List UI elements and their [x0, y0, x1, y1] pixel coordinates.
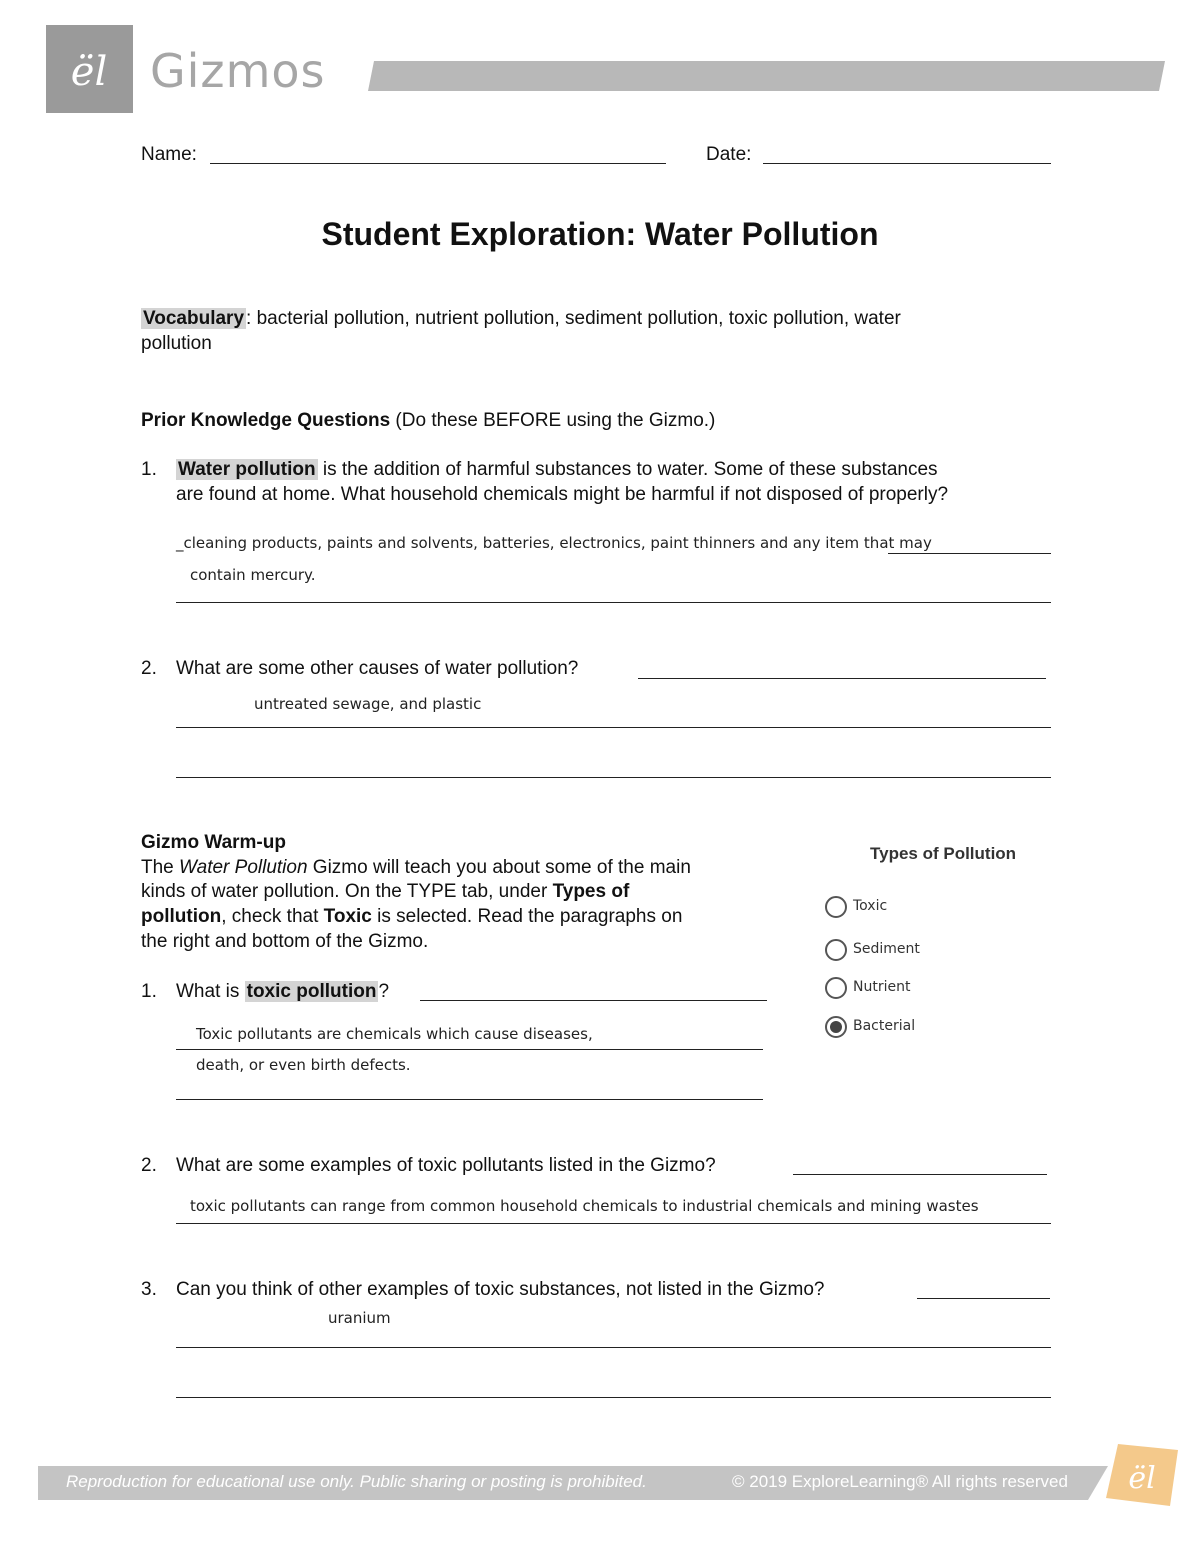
- explorelearning-logo: [46, 25, 133, 113]
- prior-q1-line-2: are found at home. What household chemicals might be harmful if not disposed of properly?: [176, 484, 949, 505]
- intro-bold: pollution: [141, 906, 222, 927]
- prior-q1-line-1: [176, 458, 1076, 482]
- answer-line[interactable]: [638, 678, 1046, 679]
- answer-line[interactable]: [917, 1298, 1050, 1299]
- prior-q2-text: What are some other causes of water pollution?: [176, 658, 579, 679]
- vocabulary-terms: : bacterial pollution, nutrient pollution, sediment pollution, toxic pollution, water: [246, 308, 901, 329]
- intro-text: , check that: [221, 906, 324, 927]
- q1-text: ?: [378, 981, 390, 1002]
- name-field[interactable]: [210, 163, 666, 164]
- intro-text: is selected. Read the paragraphs on: [371, 906, 683, 927]
- prior-q1-answer-2: contain mercury.: [190, 566, 316, 584]
- name-label: Name:: [141, 144, 197, 165]
- pollution-type-label: Bacterial: [853, 1018, 916, 1034]
- intro-bold: Toxic: [323, 906, 372, 927]
- prior-heading-note: (Do these BEFORE using the Gizmo.): [390, 410, 716, 431]
- footer-notice: Reproduction for educational use only. Public sharing or posting is prohibited.: [66, 1472, 647, 1491]
- intro-bold: Types of: [552, 881, 630, 902]
- header-divider-bar: [368, 61, 1165, 91]
- toxic-pollution-term: toxic pollution: [246, 981, 377, 1002]
- answer-line[interactable]: [420, 1000, 767, 1001]
- pollution-type-radio-toxic[interactable]: [825, 896, 847, 918]
- water-pollution-term: Water pollution: [178, 459, 316, 480]
- answer-line[interactable]: [176, 777, 1051, 778]
- prior-q1-answer-1: _cleaning products, paints and solvents, batteries, electronics, paint thinners and any item that may: [176, 534, 932, 552]
- answer-line[interactable]: [176, 1099, 763, 1100]
- brand-name: Gizmos: [150, 44, 326, 98]
- prior-q1-number: 1.: [141, 459, 157, 480]
- page-title: Student Exploration: Water Pollution: [321, 216, 879, 252]
- answer-line[interactable]: [176, 727, 1051, 728]
- logo-mark-icon: [46, 25, 133, 113]
- pollution-type-label: Nutrient: [853, 979, 911, 995]
- warmup-intro-line-4: the right and bottom of the Gizmo.: [141, 931, 429, 952]
- answer-line[interactable]: [176, 1397, 1051, 1398]
- answer-line[interactable]: [176, 1049, 763, 1050]
- answer-line[interactable]: [176, 1347, 1051, 1348]
- date-label: Date:: [706, 144, 752, 165]
- intro-text: kinds of water pollution. On the TYPE tab, under: [141, 881, 553, 902]
- warmup-q2-answer: toxic pollutants can range from common household chemicals to industrial chemicals and mining wastes: [190, 1197, 979, 1215]
- prior-q2-number: 2.: [141, 658, 157, 679]
- warmup-intro-line-3: [141, 905, 682, 929]
- prior-heading-text: Prior Knowledge Questions: [141, 410, 391, 431]
- pollution-type-radio-bacterial[interactable]: [825, 1016, 847, 1038]
- vocabulary-line-2: pollution: [141, 333, 212, 354]
- answer-line[interactable]: [176, 1223, 1051, 1224]
- svg-text:ël: ël: [1128, 1461, 1156, 1496]
- intro-text: Gizmo will teach you about some of the main: [307, 857, 691, 878]
- warmup-q1-number: 1.: [141, 981, 157, 1002]
- types-panel-title: Types of Pollution: [870, 844, 1017, 863]
- gizmo-name: Water Pollution: [179, 857, 308, 878]
- pollution-type-label: Sediment: [853, 941, 920, 957]
- date-field[interactable]: [763, 163, 1051, 164]
- q1-text: What is: [176, 981, 245, 1002]
- vocabulary-label: Vocabulary: [143, 308, 245, 329]
- svg-text:ël: ël: [70, 49, 108, 95]
- warmup-q2-number: 2.: [141, 1155, 157, 1176]
- warmup-q1-text: [176, 980, 389, 1004]
- warmup-q1-answer-2: death, or even birth defects.: [196, 1056, 411, 1074]
- warmup-q2-text: What are some examples of toxic pollutants listed in the Gizmo?: [176, 1155, 716, 1176]
- answer-line[interactable]: [888, 553, 1051, 554]
- warmup-intro-line-1: [141, 856, 691, 880]
- pollution-type-radio-nutrient[interactable]: [825, 977, 847, 999]
- prior-knowledge-heading: [141, 409, 715, 433]
- footer-copyright: © 2019 ExploreLearning® All rights reserved: [732, 1472, 1068, 1491]
- pollution-type-radio-sediment[interactable]: [825, 939, 847, 961]
- answer-line[interactable]: [176, 602, 1051, 603]
- warmup-q3-number: 3.: [141, 1279, 157, 1300]
- answer-line[interactable]: [793, 1174, 1047, 1175]
- warmup-q1-answer-1: Toxic pollutants are chemicals which cause diseases,: [196, 1025, 593, 1043]
- vocabulary-line-1: [141, 307, 1041, 331]
- intro-text: The: [141, 857, 180, 878]
- warmup-q3-text: Can you think of other examples of toxic substances, not listed in the Gizmo?: [176, 1279, 825, 1300]
- warmup-q3-answer: uranium: [328, 1309, 391, 1327]
- warmup-intro-line-2: [141, 880, 629, 904]
- prior-q1-text: is the addition of harmful substances to water. Some of these substances: [317, 459, 938, 480]
- prior-q2-answer: untreated sewage, and plastic: [254, 695, 482, 713]
- footer-logo-icon: [1104, 1440, 1180, 1510]
- pollution-type-label: Toxic: [853, 898, 888, 914]
- warmup-heading: Gizmo Warm-up: [141, 832, 286, 853]
